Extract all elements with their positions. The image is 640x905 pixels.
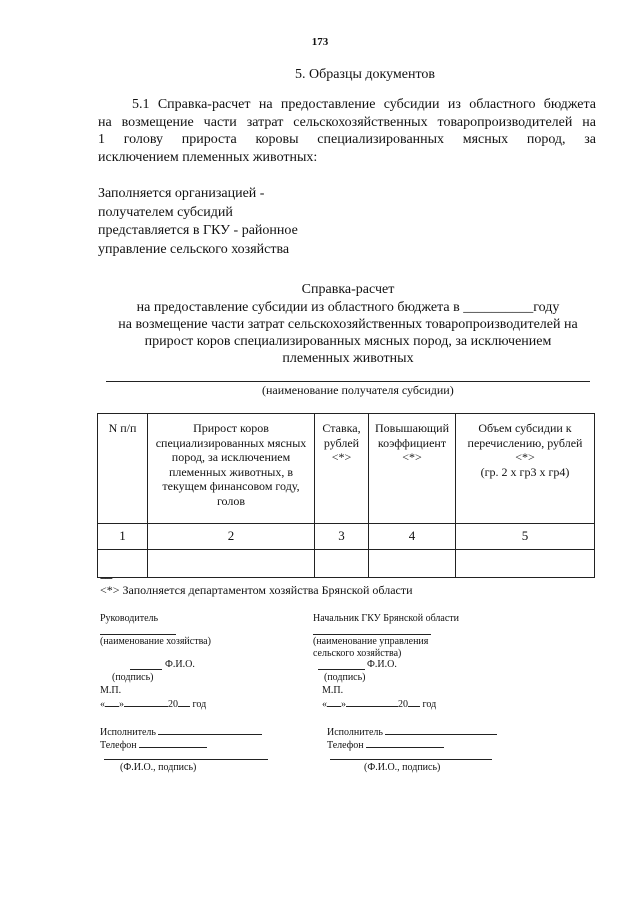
left-fio-line[interactable] [104, 759, 268, 760]
right-fio-line[interactable] [330, 759, 492, 760]
table-header-row [98, 414, 595, 524]
right-mp: М.П. [322, 685, 344, 696]
intro-paragraph [98, 96, 596, 166]
right-executor: Исполнитель [327, 727, 497, 739]
table-row [98, 524, 595, 550]
footnote-separator: ----- [100, 573, 112, 584]
left-fio: Ф.И.О. [165, 659, 195, 670]
table-input-cell[interactable] [315, 550, 369, 578]
left-org-line[interactable] [100, 634, 176, 635]
header-cell-volume: Объем субсидии к перечислению, рублей <*> (гр. 2 х гр3 х гр4) [456, 414, 595, 524]
footnote: <*> Заполняется департаментом хозяйства Брянской области [100, 583, 413, 597]
right-fio-caption: (Ф.И.О., подпись) [364, 762, 441, 773]
right-phone: Телефон [327, 740, 444, 752]
header-cell-coefficient: Повышающий коэффициент <*> [369, 414, 456, 524]
form-subtitle-line-4: племенных животных [282, 351, 414, 366]
column-number: 4 [369, 524, 456, 550]
intro-line-1: 5.1 Справка-расчет на предоставление субсидии из областного бюджета [132, 97, 596, 112]
filled-by-line: управление сельского хозяйства [98, 241, 290, 257]
table-input-cell[interactable] [369, 550, 456, 578]
column-number: 1 [98, 524, 148, 550]
page-number: 173 [311, 36, 329, 48]
year-blank[interactable]: __________ [463, 300, 534, 315]
recipient-caption: (наименование получателя субсидии) [262, 383, 454, 397]
header-cell-growth: Прирост коров специализированных мясных пород, за исключением племенных животных, в текущем финансовом году, голов [148, 414, 315, 524]
left-sig-title: Руководитель [100, 613, 159, 624]
header-cell-num: N п/п [98, 414, 148, 524]
intro-line-2: на возмещение части затрат сельскохозяйственных товаропроизводителей на [98, 114, 596, 130]
right-sign-caption: (подпись) [324, 672, 366, 683]
right-org-caption-2: сельского хозяйства) [313, 648, 402, 659]
filled-by-line: представляется в ГКУ - районное [98, 223, 298, 238]
left-fio-caption: (Ф.И.О., подпись) [120, 762, 197, 773]
left-date: « » 20 год [100, 699, 207, 710]
form-subtitle-line-2: на возмещение части затрат сельскохозяйственных товаропроизводителей на [118, 317, 578, 332]
left-phone: Телефон [100, 740, 207, 752]
left-mp: М.П. [100, 685, 122, 696]
intro-line-4: исключением племенных животных: [98, 149, 318, 165]
table-input-cell[interactable] [456, 550, 595, 578]
section-title: 5. Образцы документов [294, 67, 436, 82]
right-sig-title: Начальник ГКУ Брянской области [313, 613, 460, 624]
intro-line-3: 1 голову прироста коровы специализированных мясных пород, за [98, 132, 596, 147]
recipient-name-line[interactable] [106, 381, 590, 382]
left-org-caption: (наименование хозяйства) [100, 636, 211, 647]
table-row [98, 550, 595, 578]
subsidy-table [97, 413, 595, 578]
column-number: 5 [456, 524, 595, 550]
filled-by-line: Заполняется организацией - [98, 186, 265, 201]
form-subtitle [98, 299, 598, 367]
right-fio: Ф.И.О. [367, 659, 397, 670]
form-subtitle-line-3: прирост коров специализированных мясных пород, за исключением [144, 334, 552, 349]
header-cell-rate: Ставка, рублей <*> [315, 414, 369, 524]
form-title: Справка-расчет [301, 282, 395, 297]
table-input-cell[interactable] [148, 550, 315, 578]
column-number: 2 [148, 524, 315, 550]
form-subtitle-line-1: на предоставление субсидии из областного бюджета в __________году [136, 300, 560, 315]
right-date: « » 20 год [322, 699, 437, 710]
left-executor: Исполнитель [100, 727, 262, 739]
left-sign-line[interactable] [130, 669, 162, 670]
right-sign-line[interactable] [318, 669, 365, 670]
right-org-line[interactable] [313, 634, 431, 635]
filled-by-line: получателем субсидий [98, 204, 233, 220]
left-sign-caption: (подпись) [112, 672, 154, 683]
right-org-caption-1: (наименование управления [313, 636, 429, 647]
column-number: 3 [315, 524, 369, 550]
filled-by-note [98, 185, 298, 259]
